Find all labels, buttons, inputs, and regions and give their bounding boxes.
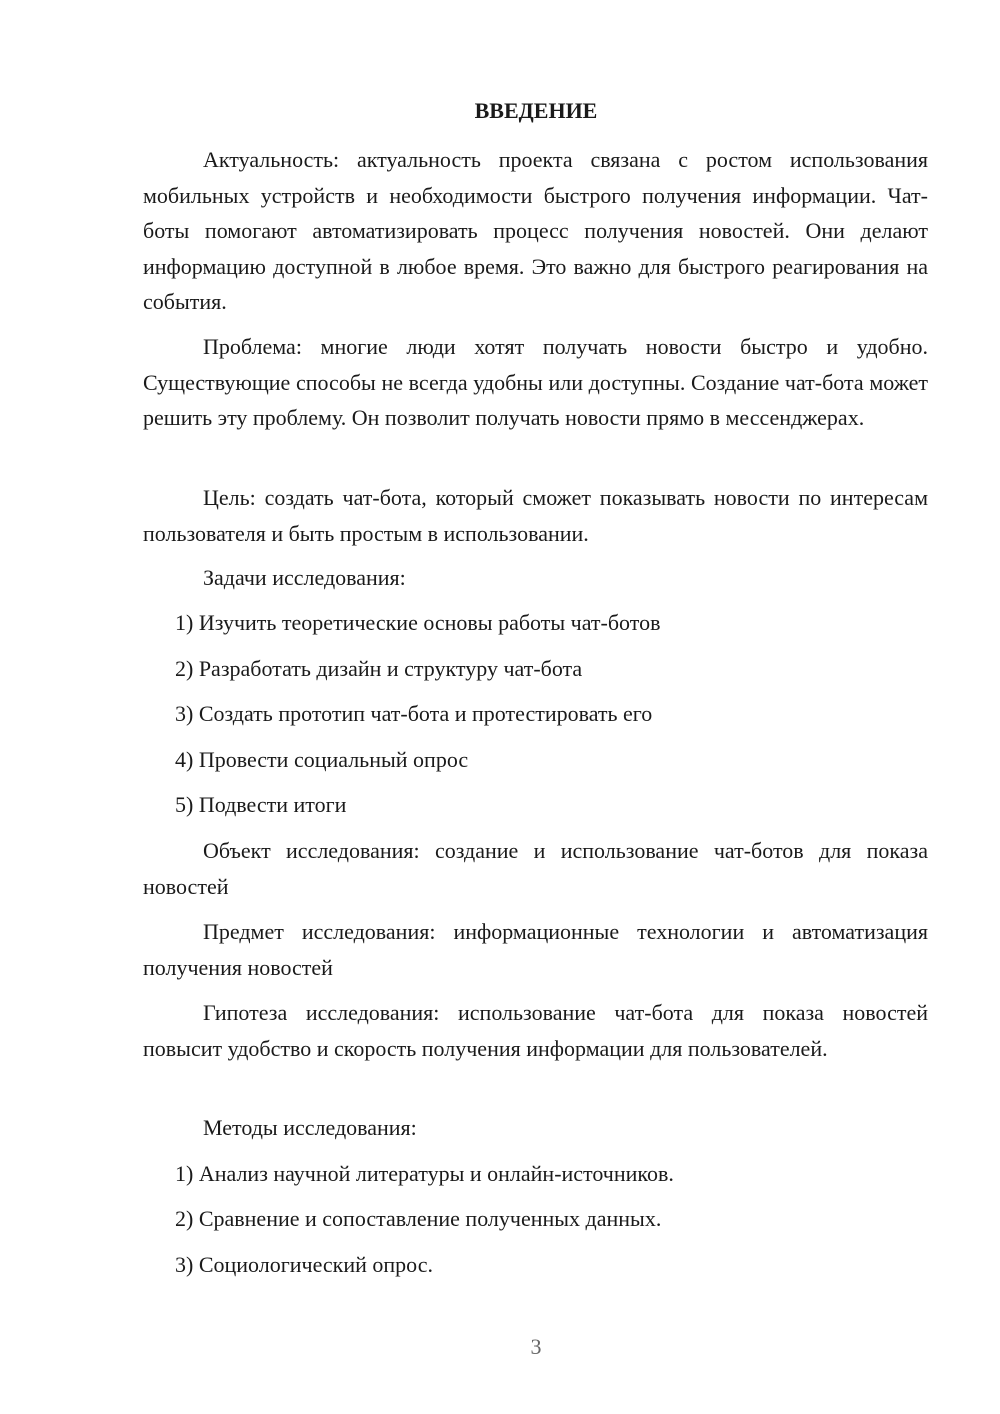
paragraph-object: Объект исследования: создание и использование чат-ботов для показа новостей bbox=[143, 838, 928, 899]
task-item-1: 1) Изучить теоретические основы работы чат-ботов bbox=[175, 610, 661, 635]
section-title: ВВЕДЕНИЕ bbox=[474, 98, 598, 123]
method-item-2: 2) Сравнение и сопоставление полученных данных. bbox=[175, 1206, 662, 1231]
paragraph-relevance: Актуальность: актуальность проекта связана с ростом использования мобильных устройств и необходимости быстрого получения информации. Чат-боты помогают автоматизировать процесс получения новостей. Они делают информацию доступной в любое время. Это важно для быстрого реагирования на события. bbox=[143, 147, 928, 314]
task-item-4: 4) Провести социальный опрос bbox=[175, 747, 469, 772]
task-item-3: 3) Создать прототип чат-бота и протестировать его bbox=[175, 701, 653, 726]
methods-heading: Методы исследования: bbox=[203, 1115, 417, 1140]
method-item-1: 1) Анализ научной литературы и онлайн-источников. bbox=[175, 1161, 674, 1186]
paragraph-subject: Предмет исследования: информационные технологии и автоматизация получения новостей bbox=[143, 919, 928, 980]
paragraph-hypothesis: Гипотеза исследования: использование чат-бота для показа новостей повысит удобство и скорость получения информации для пользователей. bbox=[143, 1000, 928, 1061]
tasks-heading: Задачи исследования: bbox=[203, 565, 406, 590]
method-item-3: 3) Социологический опрос. bbox=[175, 1252, 433, 1277]
paragraph-goal: Цель: создать чат-бота, который сможет показывать новости по интересам пользователя и быть простым в использовании. bbox=[143, 485, 928, 546]
paragraph-problem: Проблема: многие люди хотят получать новости быстро и удобно. Существующие способы не всегда удобны или доступны. Создание чат-бота может решить эту проблему. Он позволит получать новости прямо в мессенджерах. bbox=[143, 334, 928, 430]
page-number: 3 bbox=[530, 1334, 542, 1359]
task-item-5: 5) Подвести итоги bbox=[175, 792, 347, 817]
task-item-2: 2) Разработать дизайн и структуру чат-бота bbox=[175, 656, 583, 681]
